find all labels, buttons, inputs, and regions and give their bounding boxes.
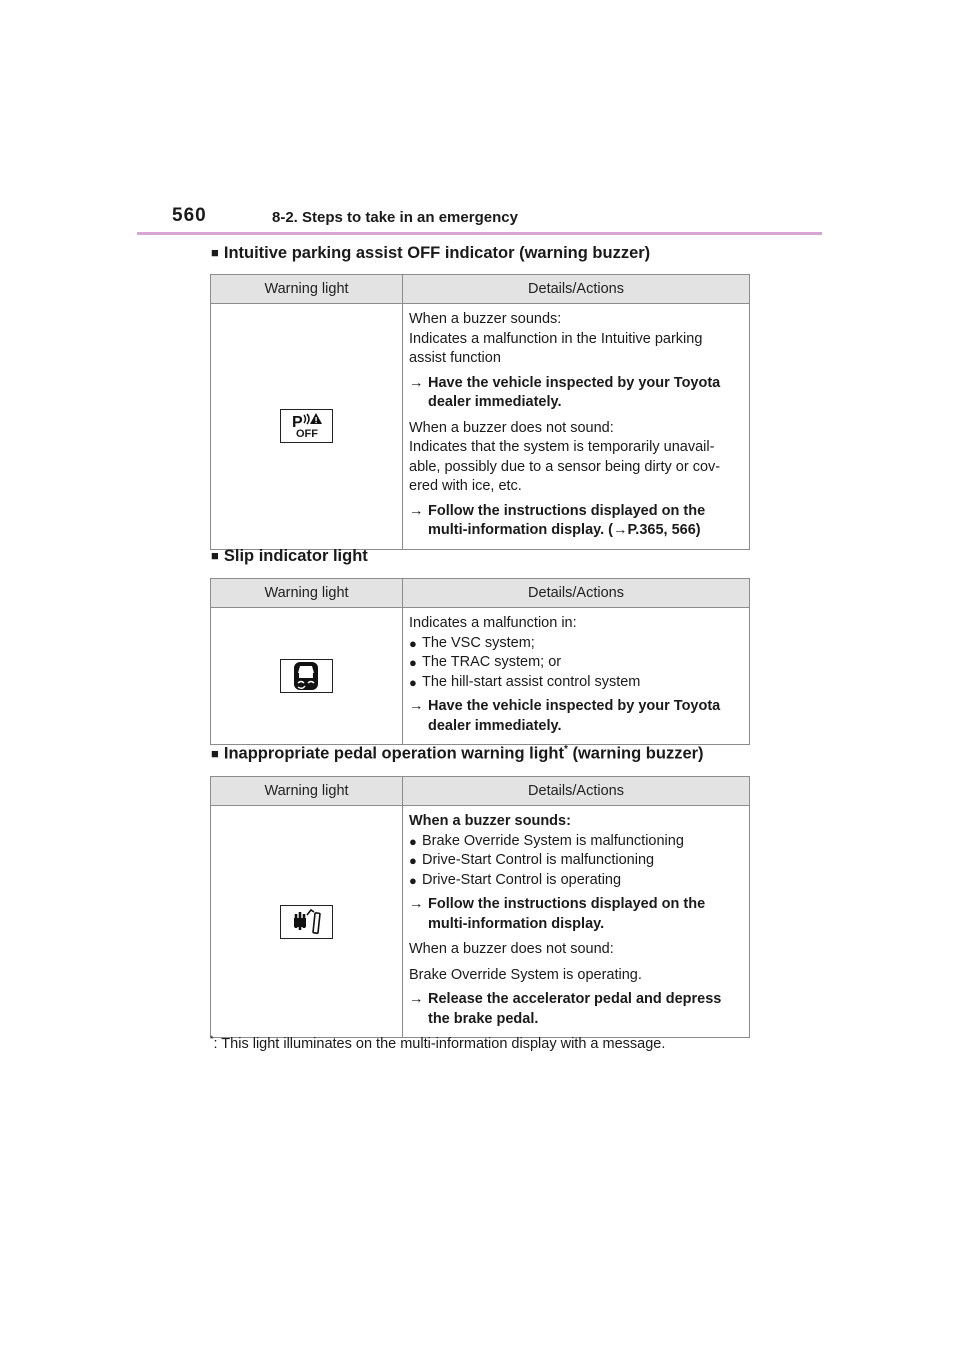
footnote-mark: * — [563, 744, 568, 755]
detail-text: Brake Override System is operating. — [409, 966, 642, 983]
section-title-suffix: (warning buzzer) — [567, 744, 704, 763]
warning-light-cell — [211, 806, 403, 1038]
detail-heading: When a buzzer sounds: — [409, 813, 571, 829]
arrow-icon: → — [409, 502, 424, 519]
bullet-dot-icon: ● — [409, 853, 417, 868]
page-number: 560 — [172, 205, 207, 226]
chapter-title: 8-2. Steps to take in an emergency — [272, 209, 518, 226]
arrow-icon: → — [409, 896, 424, 912]
arrow-icon: → — [409, 991, 424, 1007]
bullet-dot-icon: ● — [409, 655, 417, 670]
action-item: → Have the vehicle inspected by your Toyota dealer immediately. — [409, 697, 743, 736]
column-header-details: Details/Actions — [403, 579, 750, 608]
detail-text: Indicates that the system is temporarily unavail-able, possibly due to a sensor being dirty or cov-ered with ice, etc. — [409, 439, 721, 494]
action-item: → Follow the instructions displayed on the multi-information display. (→P.365, 566) — [409, 502, 743, 541]
column-header-details: Details/Actions — [403, 777, 750, 806]
warning-table-pedal-operation — [210, 776, 750, 1038]
section-title-text: Intuitive parking assist OFF indicator (warning buzzer) — [223, 244, 651, 262]
column-header-details: Details/Actions — [403, 275, 750, 304]
column-header-warning-light: Warning light — [211, 275, 403, 304]
section-title-parking-assist — [211, 244, 650, 263]
icon-off-label: OFF — [296, 428, 318, 441]
header-rule — [137, 232, 822, 235]
section-title-slip-indicator — [211, 547, 368, 566]
section-bullet: ■ — [211, 548, 219, 563]
details-cell — [403, 304, 750, 550]
column-header-warning-light: Warning light — [211, 579, 403, 608]
details-cell — [403, 608, 750, 745]
arrow-icon: → — [409, 374, 424, 391]
warning-light-cell — [211, 608, 403, 745]
list-item: ● The VSC system; — [409, 634, 743, 654]
detail-text: When a buzzer does not sound: — [409, 941, 614, 957]
detail-text: Indicates a malfunction in the Intuitive parking assist function — [409, 330, 703, 366]
section-bullet: ■ — [211, 745, 219, 761]
column-header-warning-light: Warning light — [211, 777, 403, 806]
detail-text: When a buzzer does not sound: — [409, 419, 614, 436]
svg-text:P: P — [292, 414, 303, 432]
footnote-text: : This light illuminates on the multi-information display with a message. — [213, 1035, 666, 1052]
section-title-pedal-operation — [211, 744, 704, 764]
footnote — [210, 1034, 665, 1052]
list-item: ● Drive-Start Control is malfunctioning — [409, 851, 743, 871]
detail-text: Indicates a malfunction in: — [409, 615, 577, 631]
slip-indicator-icon — [280, 659, 333, 693]
list-item: ● Brake Override System is malfunctioning — [409, 832, 743, 852]
action-item: → Release the accelerator pedal and depress the brake pedal. — [409, 990, 743, 1029]
details-cell — [403, 806, 750, 1038]
list-item: ● The TRAC system; or — [409, 653, 743, 673]
list-item: ● The hill-start assist control system — [409, 673, 743, 693]
section-bullet: ■ — [211, 245, 219, 260]
footnote-mark: * — [210, 1034, 214, 1044]
action-item: → Follow the instructions displayed on the multi-information display. — [409, 895, 743, 934]
warning-table-parking-assist — [210, 274, 750, 550]
arrow-icon: → — [409, 698, 424, 714]
bullet-dot-icon: ● — [409, 674, 417, 690]
bullet-dot-icon: ● — [409, 833, 417, 849]
bullet-dot-icon: ● — [409, 872, 417, 888]
action-item: → Have the vehicle inspected by your Toyota dealer immediately. — [409, 374, 743, 413]
detail-text: When a buzzer sounds: — [409, 311, 562, 327]
list-item: ● Drive-Start Control is operating — [409, 871, 743, 891]
section-title-text: Slip indicator light — [223, 547, 368, 565]
warning-light-cell — [211, 304, 403, 550]
bullet-dot-icon: ● — [409, 635, 417, 651]
section-title-text: Inappropriate pedal operation warning light — [223, 744, 564, 763]
parking-assist-off-icon — [280, 409, 333, 443]
warning-table-slip-indicator — [210, 578, 750, 745]
pedal-operation-warning-icon — [280, 905, 333, 939]
